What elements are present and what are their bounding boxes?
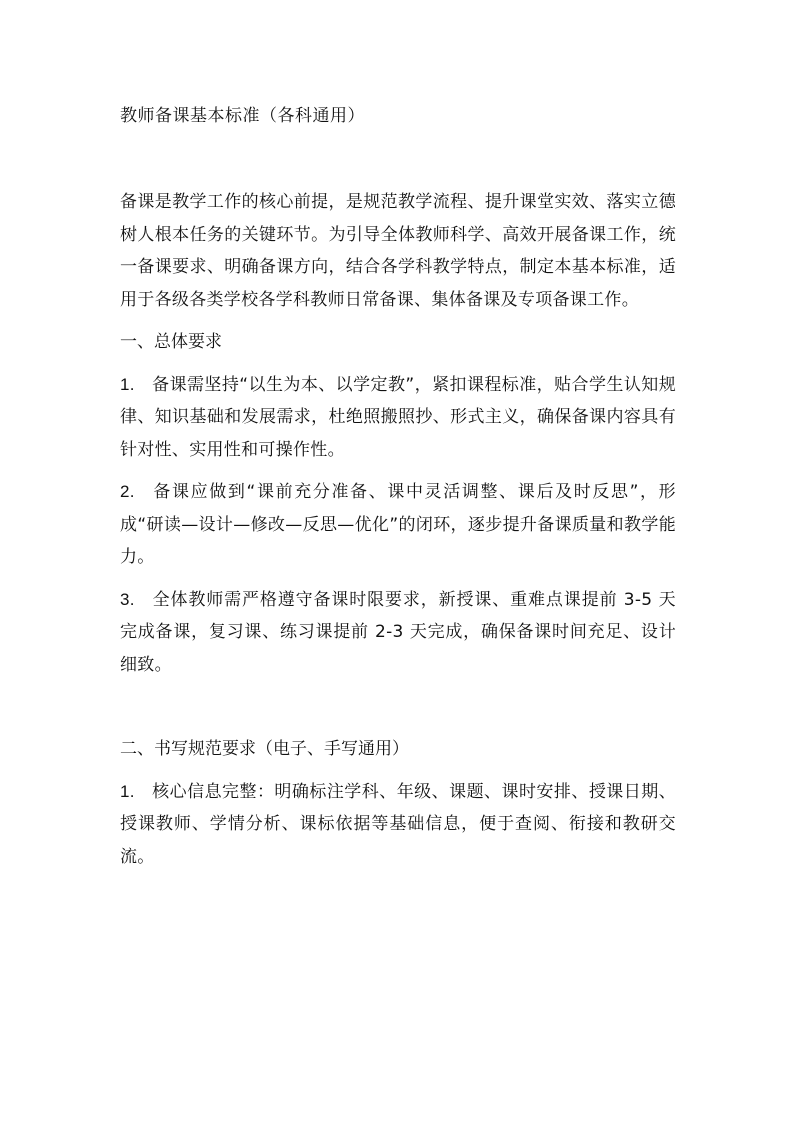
list-item (120, 776, 676, 874)
list-item-number: 1. (120, 374, 135, 394)
section-general-requirements (120, 326, 676, 681)
list-item-text: 核心信息完整：明确标注学科、年级、课题、课时安排、授课日期、授课教师、学情分析、课标依据等基础信息，便于查阅、衔接和教研交流。 (120, 781, 676, 867)
list-item (120, 369, 676, 467)
section-heading: 二、书写规范要求（电子、手写通用） (120, 739, 409, 759)
document-title: 教师备课基本标准（各科通用） (120, 106, 365, 126)
spacer (120, 132, 676, 186)
list-item-number: 2. (120, 482, 135, 501)
list-item-number: 3. (120, 589, 135, 609)
intro-paragraph: 备课是教学工作的核心前提，是规范教学流程、提升课堂实效、落实立德树人根本任务的关键环节。为引导全体教师科学、高效开展备课工作，统一备课要求、明确备课方向，结合各学科教学特点，制定本基本标准，适用于各级各类学校各学科教师日常备课、集体备课及专项备课工作。 (120, 192, 676, 310)
list-item (120, 476, 676, 574)
section-writing-standards (120, 733, 676, 873)
list-item-text: 全体教师需严格遵守备课时限要求，新授课、重难点课提前 3-5 天完成备课，复习课、练习课提前 2-3 天完成，确保备课时间充足、设计细致。 (120, 589, 676, 675)
list-item-text: 备课需坚持“以生为本、以学定教”，紧扣课程标准，贴合学生认知规律、知识基础和发展需求，杜绝照搬照抄、形式主义，确保备课内容具有针对性、实用性和可操作性。 (120, 374, 676, 460)
section-heading: 一、总体要求 (120, 332, 222, 352)
list-item-number: 1. (120, 781, 135, 801)
list-item-text: 备课应做到“课前充分准备、课中灵活调整、课后及时反思”，形成“研读—设计—修改—反思—优化”的闭环，逐步提升备课质量和教学能力。 (120, 482, 676, 567)
spacer (120, 691, 676, 733)
document-body (120, 100, 676, 883)
list-item (120, 584, 676, 682)
